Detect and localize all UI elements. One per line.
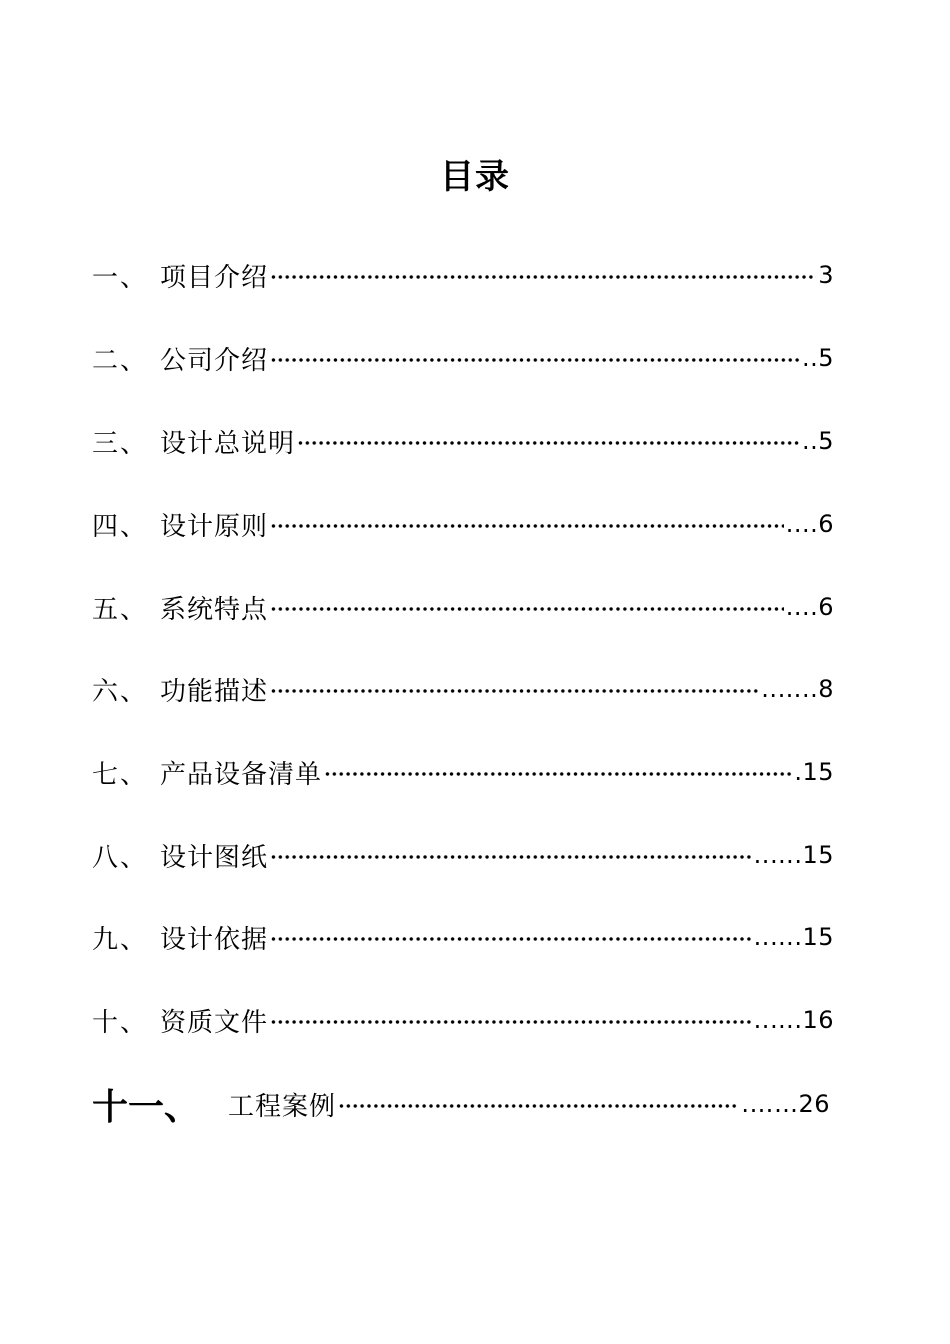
toc-entry-page: .15 [794, 758, 834, 786]
toc-entry-page: ....6 [785, 593, 834, 621]
toc-entry[interactable] [92, 1079, 830, 1129]
toc-entry[interactable] [92, 752, 834, 792]
toc-entry-page: ..…..8 [761, 675, 834, 703]
toc-entry-number: 九、 [92, 924, 149, 955]
toc-entry-number: 六、 [92, 676, 149, 707]
toc-entry-page: ..….15 [753, 841, 834, 869]
toc-entry-number: 二、 [92, 345, 149, 376]
toc-entry-label: 项目介绍 [160, 262, 269, 293]
toc-entry[interactable] [92, 421, 834, 461]
dot-leader [270, 937, 752, 941]
toc-entry[interactable] [92, 669, 834, 709]
toc-entry[interactable] [92, 835, 834, 875]
toc-entry-number: 十、 [92, 1007, 149, 1038]
toc-entry-page: ..5 [801, 427, 834, 455]
dot-leader [297, 441, 800, 445]
dot-leader [270, 855, 752, 859]
toc-entry-page: ..5 [801, 344, 834, 372]
toc-entry-label: 功能描述 [160, 676, 269, 707]
toc-entry-page: ..….16 [753, 1006, 834, 1034]
toc-entry-number: 三、 [92, 428, 149, 459]
toc-entry-number: 十一、 [92, 1086, 201, 1128]
toc-entry-label: 设计原则 [160, 511, 269, 542]
dot-leader [270, 607, 784, 611]
toc-entry-label: 工程案例 [228, 1091, 337, 1122]
toc-entry-number: 一、 [92, 262, 149, 293]
toc-entry-number: 七、 [92, 759, 149, 790]
dot-leader [270, 275, 816, 279]
toc-entry-label: 系统特点 [160, 594, 269, 625]
dot-leader [270, 524, 784, 528]
dot-leader [270, 358, 800, 362]
toc-entry[interactable] [92, 504, 834, 544]
dot-leader [270, 689, 759, 693]
toc-entry-number: 四、 [92, 511, 149, 542]
toc-entry[interactable] [92, 587, 834, 627]
toc-entry-label: 设计依据 [160, 924, 269, 955]
dot-leader [338, 1104, 739, 1108]
dot-leader [324, 772, 792, 776]
dot-leader [270, 1020, 752, 1024]
toc-entry-page: .……26 [741, 1090, 830, 1118]
toc-entry-label: 资质文件 [160, 1007, 269, 1038]
toc-entry-number: 五、 [92, 594, 149, 625]
toc-entry-label: 设计图纸 [160, 842, 269, 873]
page-title: 目录 [440, 157, 510, 197]
toc-entry-page: ....6 [785, 510, 834, 538]
toc-entry[interactable] [92, 338, 834, 378]
toc-entry-label: 设计总说明 [160, 428, 296, 459]
toc-entry-page: ..….15 [753, 923, 834, 951]
toc-entry-number: 八、 [92, 842, 149, 873]
toc-entry-label: 公司介绍 [160, 345, 269, 376]
toc-entry-page: 3 [818, 261, 834, 289]
toc-entry[interactable] [92, 1000, 834, 1040]
toc-entry[interactable] [92, 255, 834, 295]
toc-entry-label: 产品设备清单 [160, 759, 323, 790]
toc-entry[interactable] [92, 917, 834, 957]
